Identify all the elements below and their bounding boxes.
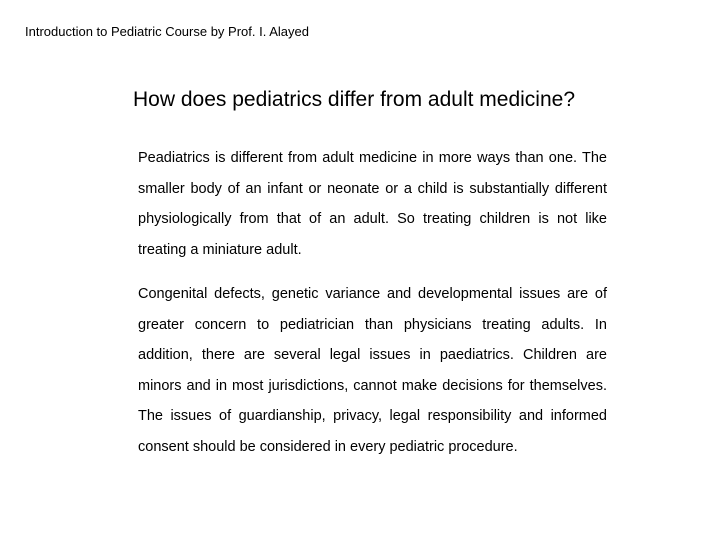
slide-header: Introduction to Pediatric Course by Prof. I. Alayed — [25, 24, 309, 39]
paragraph: Congenital defects, genetic variance and developmental issues are of greater concern to pediatrician than physicians treating adults. In addition, there are several legal issues in paediatrics. Children are minors and in most jurisdictions, cannot make decisions for themselves. The issues of guardianship, privacy, legal responsibility and informed consent should be considered in every pediatric procedure. — [138, 286, 607, 455]
paragraph: Peadiatrics is different from adult medicine in more ways than one. The smaller body of an infant or neonate or a child is substantially different physiologically from that of an adult. So treating children is not like treating a miniature adult. — [138, 150, 607, 258]
slide-title: How does pediatrics differ from adult medicine? — [133, 88, 575, 111]
slide-body — [138, 143, 607, 462]
